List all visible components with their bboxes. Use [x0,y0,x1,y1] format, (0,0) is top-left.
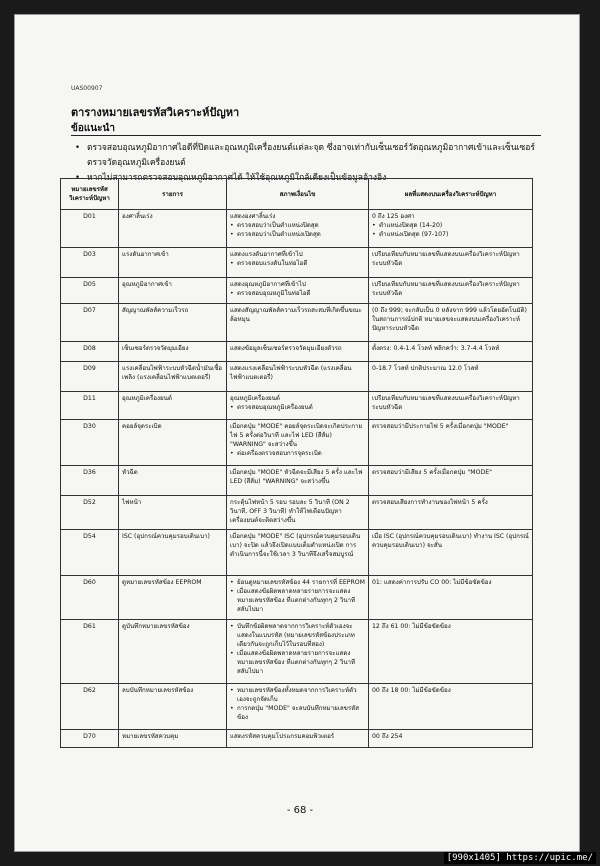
table-header-row [61,179,533,210]
cell-item [119,420,227,466]
cell-bullet: • เมื่อแสดงข้อผิดพลาดหลายรายการจะแสดงหมายเลขรหัสข้อง ที่แตกต่างกันทุกๆ 2 วินาทีสลับไปมา [230,587,365,614]
cell-text: ดูหมายเลขรหัสข้อง EEPROM [122,579,202,586]
table-row [61,530,533,576]
divider [71,135,541,136]
cell-condition [227,620,369,684]
cell-text: 00 ถึง 18 00: ไม่มีข้อขัดข้อง [372,687,451,694]
cell-text: D36 [83,469,96,476]
cell-result [369,362,533,392]
cell-text: ดูบันทึกหมายเลขรหัสข้อง [122,623,190,630]
cell-condition [227,420,369,466]
note-item: • หากไม่สามารถตรวจสอบอุณหภูมิอากาศได้ ให้ใช้อุณหภูมิใกล้เคียงเป็นข้อมูลอ้างอิง [75,171,545,186]
cell-text: D62 [83,687,96,694]
cell-text: แสดงองศาลิ้นเร่ง [230,213,276,220]
cell-code [61,304,119,342]
cell-text: แสดงอุณหภูมิอากาศที่เข้าไป [230,281,306,288]
cell-text: ISC (อุปกรณ์ควบคุมรอบเดินเบา) [122,533,210,540]
cell-text: D52 [83,499,96,506]
header-condition: สภาพเงื่อนไข [227,179,369,210]
watermark: [990x1405] https://upic.me/ [444,852,596,864]
cell-text: 01: แสดงค่าการปรับ CO 00: ไม่มีข้อขัดข้อง [372,579,492,586]
cell-bullet: • ตรวจสอบว่าเป็นตำแหน่งปิดสุด [230,221,365,230]
table-row [61,466,533,496]
cell-result [369,392,533,420]
cell-bullet: • เมื่อแสดงข้อผิดพลาดหลายรายการจะแสดงหมายเลขรหัสข้อง ที่แตกต่างกันทุกๆ 2 วินาทีสลับไปมา [230,649,365,676]
cell-text: D03 [83,251,96,258]
cell-result [369,304,533,342]
page-number: - 68 - [286,805,314,816]
table-row [61,278,533,304]
cell-text: เมื่อ ISC (อุปกรณ์ควบคุมรอบเดินเบา) ทำงาน ISC (อุปกรณ์ควบคุมรอบเดินเบา) จะสั่น [372,533,529,549]
cell-result [369,530,533,576]
cell-text: 00 ถึง 254 [372,733,403,740]
cell-bullet: • ตรวจสอบแรงดันในท่อไอดี [230,259,365,268]
cell-condition [227,684,369,730]
cell-text: เมื่อกดปุ่ม "MODE" คอยล์จุดระเบิดจะเกิดประกายไฟ 5 ครั้งต่อวินาที และไฟ LED (สีส้ม) "WARNING" จะสว่างขึ้น [230,423,363,448]
cell-text: อุณหภูมิเครื่องยนต์ [122,395,172,402]
cell-code [61,730,119,748]
cell-code [61,576,119,620]
cell-text: ตรวจสอบว่ามีประกายไฟ 5 ครั้งเมื่อกดปุ่ม "MODE" [372,423,509,430]
cell-text: แสดงแรงเคลื่อนไฟฟ้าระบบหัวฉีด (แรงเคลื่อนไฟฟ้าแบตเตอรี่) [230,365,352,381]
cell-text: แสดงแรงดันอากาศที่เข้าไป [230,251,303,258]
cell-text: อุณหภูมิอากาศเข้า [122,281,172,288]
table-row [61,576,533,620]
cell-text: แสดงสัญญาณพัลส์ความเร็วรถสะสมที่เกิดขึ้นขณะล้อหมุน [230,307,362,323]
cell-bullet: • ตรวจสอบว่าเป็นตำแหน่งเปิดสุด [230,230,365,239]
cell-text: เมื่อกดปุ่ม "MODE" หัวฉีดจะมีเสียง 5 ครั้ง และไฟ LED (สีส้ม) "WARNING" จะสว่างขึ้น [230,469,363,485]
cell-text: 0 ถึง 125 องศา [372,213,415,220]
doc-ref: UAS00907 [71,85,103,92]
cell-code [61,496,119,530]
cell-item [119,684,227,730]
cell-code [61,620,119,684]
cell-code [61,278,119,304]
cell-text: D08 [83,345,96,352]
cell-condition [227,392,369,420]
cell-item [119,576,227,620]
cell-condition [227,248,369,278]
note-item: • ตรวจสอบอุณหภูมิอากาศไอดีที่ปิดและอุณหภูมิเครื่องยนต์แต่ละจุด ซึ่งอาจเท่ากับเซ็นเซอร์วัดอุณหภูมิอากาศเข้าและเซ็นเซอร์ตรวจวัดอุณหภูมิเครื่องยนต์ [75,141,545,171]
cell-text: เปรียบเทียบกับหมายเลขที่แสดงบนเครื่องวิเคราะห์ปัญหาระบบหัวฉีด [372,395,520,411]
cell-code [61,362,119,392]
cell-text: D60 [83,579,96,586]
note-heading: ข้อแนะนำ [71,123,115,134]
cell-bullet: • ตรวจสอบอุณหภูมิในท่อไอดี [230,289,365,298]
cell-text: 12 ถึง 61 00: ไม่มีข้อขัดข้อง [372,623,451,630]
cell-text: (0 ถึง 999; จะกลับเป็น 0 หลังจาก 999 แล้วโดยอัตโนมัติ) ในสถานการณ์ปกติ หมายเลขจะแสดงบนเครื่องวิเคราะห์ปัญหาระบบหัวฉีด [372,307,527,332]
cell-condition [227,576,369,620]
cell-condition [227,530,369,576]
cell-bullet: • บันทึกข้อผิดพลาดจากการวิเคราะห์ตัวเองจะแสดงในแบบรหัส (หมายเลขรหัสข้องประเภทเดียวกันจะถูกเก็บไว้ในรอบที่สอง) [230,622,365,649]
cell-text: แรงดันอากาศเข้า [122,251,169,258]
cell-item [119,620,227,684]
table-row [61,392,533,420]
table-row [61,248,533,278]
cell-result [369,620,533,684]
cell-result [369,466,533,496]
cell-bullet: • การกดปุ่ม "MODE" จะลบบันทึกหมายเลขรหัสข้อง [230,704,365,722]
table-row [61,620,533,684]
cell-item [119,248,227,278]
cell-text: D09 [83,365,96,372]
cell-item [119,210,227,248]
cell-bullet: • หมายเลขรหัสข้องทั้งหมดจากการวิเคราะห์ตัวเองจะถูกจัดเก็บ [230,686,365,704]
cell-bullet: • ต่อเครื่องตรวจสอบการจุดระเบิด [230,449,365,458]
cell-item [119,466,227,496]
cell-text: เปรียบเทียบกับหมายเลขที่แสดงบนเครื่องวิเคราะห์ปัญหาระบบหัวฉีด [372,251,520,267]
cell-text: D61 [83,623,96,630]
cell-text: สัญญาณพัลส์ความเร็วรถ [122,307,189,314]
cell-item [119,342,227,362]
cell-bullet: • ตรวจสอบอุณหภูมิเครื่องยนต์ [230,403,365,412]
cell-text: เซ็นเซอร์ตรวจวัดมุมเอียง [122,345,189,352]
cell-text: องศาลิ้นเร่ง [122,213,153,220]
cell-condition [227,466,369,496]
page-title: ตารางหมายเลขรหัสวิเคราะห์ปัญหา [71,106,240,119]
cell-result [369,496,533,530]
cell-condition [227,496,369,530]
cell-code [61,210,119,248]
table-row [61,496,533,530]
diagnostic-code-table [60,178,533,748]
cell-code [61,342,119,362]
cell-bullet: • ตำแหน่งปิดสุด (14-20) [372,221,529,230]
cell-condition [227,278,369,304]
cell-text: แรงเคลื่อนไฟฟ้าระบบหัวฉีดน้ำมันเชื้อเพลิง (แรงเคลื่อนไฟฟ้าแบตเตอรี่) [122,365,223,381]
cell-item [119,392,227,420]
cell-item [119,304,227,342]
cell-result [369,684,533,730]
cell-text: D54 [83,533,96,540]
table-row [61,342,533,362]
cell-text: D07 [83,307,96,314]
cell-text: หัวฉีด [122,469,138,476]
cell-text: ตั้งตรง: 0.4-1.4 โวลท์ พลิกคว่ำ: 3.7-4.4 โวลท์ [372,345,500,352]
cell-text: D70 [83,733,96,740]
cell-code [61,420,119,466]
cell-result [369,342,533,362]
cell-text: เปรียบเทียบกับหมายเลขที่แสดงบนเครื่องวิเคราะห์ปัญหาระบบหัวฉีด [372,281,520,297]
cell-text: กระตุ้นไฟหน้า 5 รอบ รอบละ 5 วินาที (ON 2 วินาที, OFF 3 วินาที) ทำให้ไฟเตือนปัญหาเครื่องยนต์จะติดสว่างขึ้น [230,499,350,524]
cell-item [119,362,227,392]
table-row [61,684,533,730]
cell-result [369,248,533,278]
table-row [61,304,533,342]
cell-result [369,576,533,620]
header-code: หมายเลขรหัสวิเคราะห์ปัญหา [61,179,119,210]
cell-text: D30 [83,423,96,430]
table-body [61,210,533,748]
header-item: รายการ [119,179,227,210]
cell-code [61,466,119,496]
cell-text: D01 [83,213,96,220]
table-row [61,210,533,248]
cell-text: 0-18.7 โวลท์ ปกติประมาณ 12.0 โวลท์ [372,365,479,372]
cell-text: แสดงข้อมูลเซ็นเซอร์ตรวจวัดมุมเอียงตัวรถ [230,345,342,352]
cell-text: เมื่อกดปุ่ม "MODE" ISC (อุปกรณ์ควบคุมรอบเดินเบา) จะปิด แล้วจึงเปิดแบบเต็มตำแหน่งเปิด การดำเนินการนี้จะใช้เวลา 3 วินาทีจึงเสร็จสมบูรณ์ [230,533,361,558]
header-result: ผลที่แสดงบนเครื่องวิเคราะห์ปัญหา [369,179,533,210]
cell-item [119,278,227,304]
cell-bullet: • ย้อนดูหมายเลขรหัสข้อง 44 รายการที่ EEPROM [230,578,365,587]
cell-text: คอยล์จุดระเบิด [122,423,162,430]
cell-text: ตรวจสอบเสียงการทำงานของไฟหน้า 5 ครั้ง [372,499,488,506]
cell-item [119,530,227,576]
cell-bullet: • ตำแหน่งเปิดสุด (97-107) [372,230,529,239]
cell-text: หมายเลขรหัสควบคุม [122,733,179,740]
cell-code [61,248,119,278]
cell-condition [227,304,369,342]
cell-text: ลบบันทึกหมายเลขรหัสข้อง [122,687,194,694]
cell-code [61,530,119,576]
cell-result [369,730,533,748]
cell-result [369,210,533,248]
table-row [61,362,533,392]
cell-condition [227,730,369,748]
cell-text: แสดงรหัสควบคุมโปรแกรมคอมพิวเตอร์ [230,733,335,740]
cell-text: D05 [83,281,96,288]
cell-text: ตรวจสอบว่ามีเสียง 5 ครั้งเมื่อกดปุ่ม "MODE" [372,469,493,476]
cell-code [61,684,119,730]
cell-code [61,392,119,420]
cell-item [119,496,227,530]
cell-text: อุณหภูมิเครื่องยนต์ [230,395,280,402]
cell-result [369,278,533,304]
cell-text: ไฟหน้า [122,499,142,506]
table-row [61,730,533,748]
table-row [61,420,533,466]
cell-condition [227,342,369,362]
cell-condition [227,210,369,248]
cell-text: D11 [83,395,96,402]
cell-item [119,730,227,748]
cell-condition [227,362,369,392]
cell-result [369,420,533,466]
